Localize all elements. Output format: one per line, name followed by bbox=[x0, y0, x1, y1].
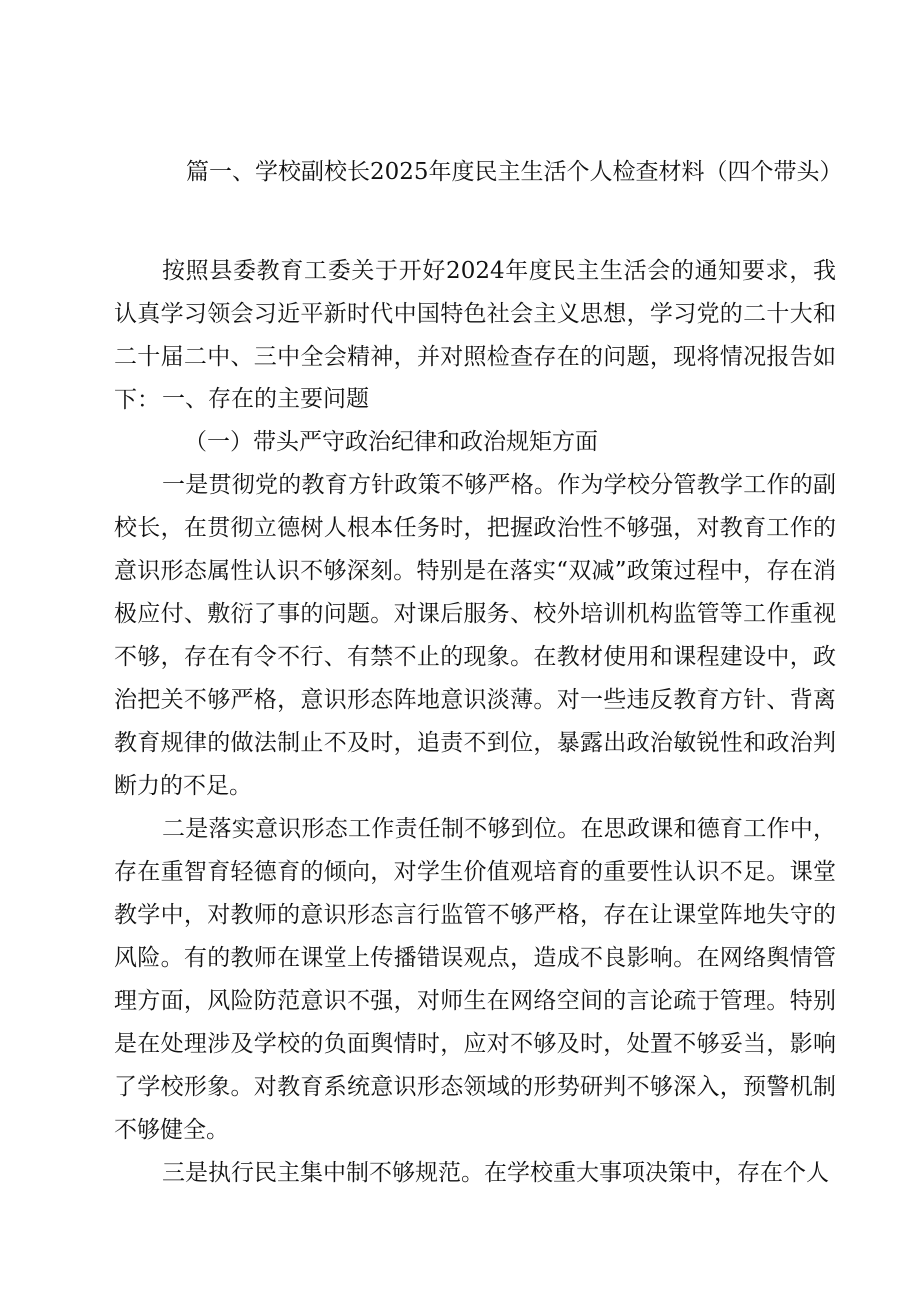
body-paragraph-3: 三是执行民主集中制不够规范。在学校重大事项决策中，存在个人 bbox=[162, 1160, 829, 1186]
subsection-heading: （一）带头严守政治纪律和政治规矩方面 bbox=[184, 429, 598, 455]
section-heading: 一、存在的主要问题 bbox=[162, 386, 369, 412]
body-paragraph-1: 一是贯彻党的教育方针政策不够严格。作为学校分管教学工作的副校长，在贯彻立德树人根本任务时，把握政治性不够强，对教育工作的意识形态属性认识不够深刻。特别是在落实“双减”政策过程中，存在消极应付、敷衍了事的问题。对课后服务、校外培训机构监管等工作重视不够，存在有令不行、有禁不止的现象。在教材使用和课程建设中，政治把关不够严格，意识形态阵地意识淡薄。对一些违反教育方针、背离教育规律的做法制止不及时，追责不到位，暴露出政治敏锐性和政治判断力的不足。 bbox=[114, 472, 836, 799]
body-paragraph-2: 二是落实意识形态工作责任制不够到位。在思政课和德育工作中，存在重智育轻德育的倾向，对学生价值观培育的重要性认识不足。课堂教学中，对教师的意识形态言行监管不够严格，存在让课堂阵地失守的风险。有的教师在课堂上传播错误观点，造成不良影响。在网络舆情管理方面，风险防范意识不强，对师生在网络空间的言论疏于管理。特别是在处理涉及学校的负面舆情时，应对不够及时，处置不够妥当，影响了学校形象。对教育系统意识形态领域的形势研判不够深入，预警机制不够健全。 bbox=[114, 816, 836, 1143]
document-title: 篇一、学校副校长2025年度民主生活个人检查材料（四个带头） bbox=[186, 159, 843, 185]
intro-paragraph: 按照县委教育工委关于开好2024年度民主生活会的通知要求，我认真学习领会习近平新时代中国特色社会主义思想，学习党的二十大和二十届二中、三中全会精神，并对照检查存在的问题，现将情况报告如下： bbox=[114, 258, 836, 413]
